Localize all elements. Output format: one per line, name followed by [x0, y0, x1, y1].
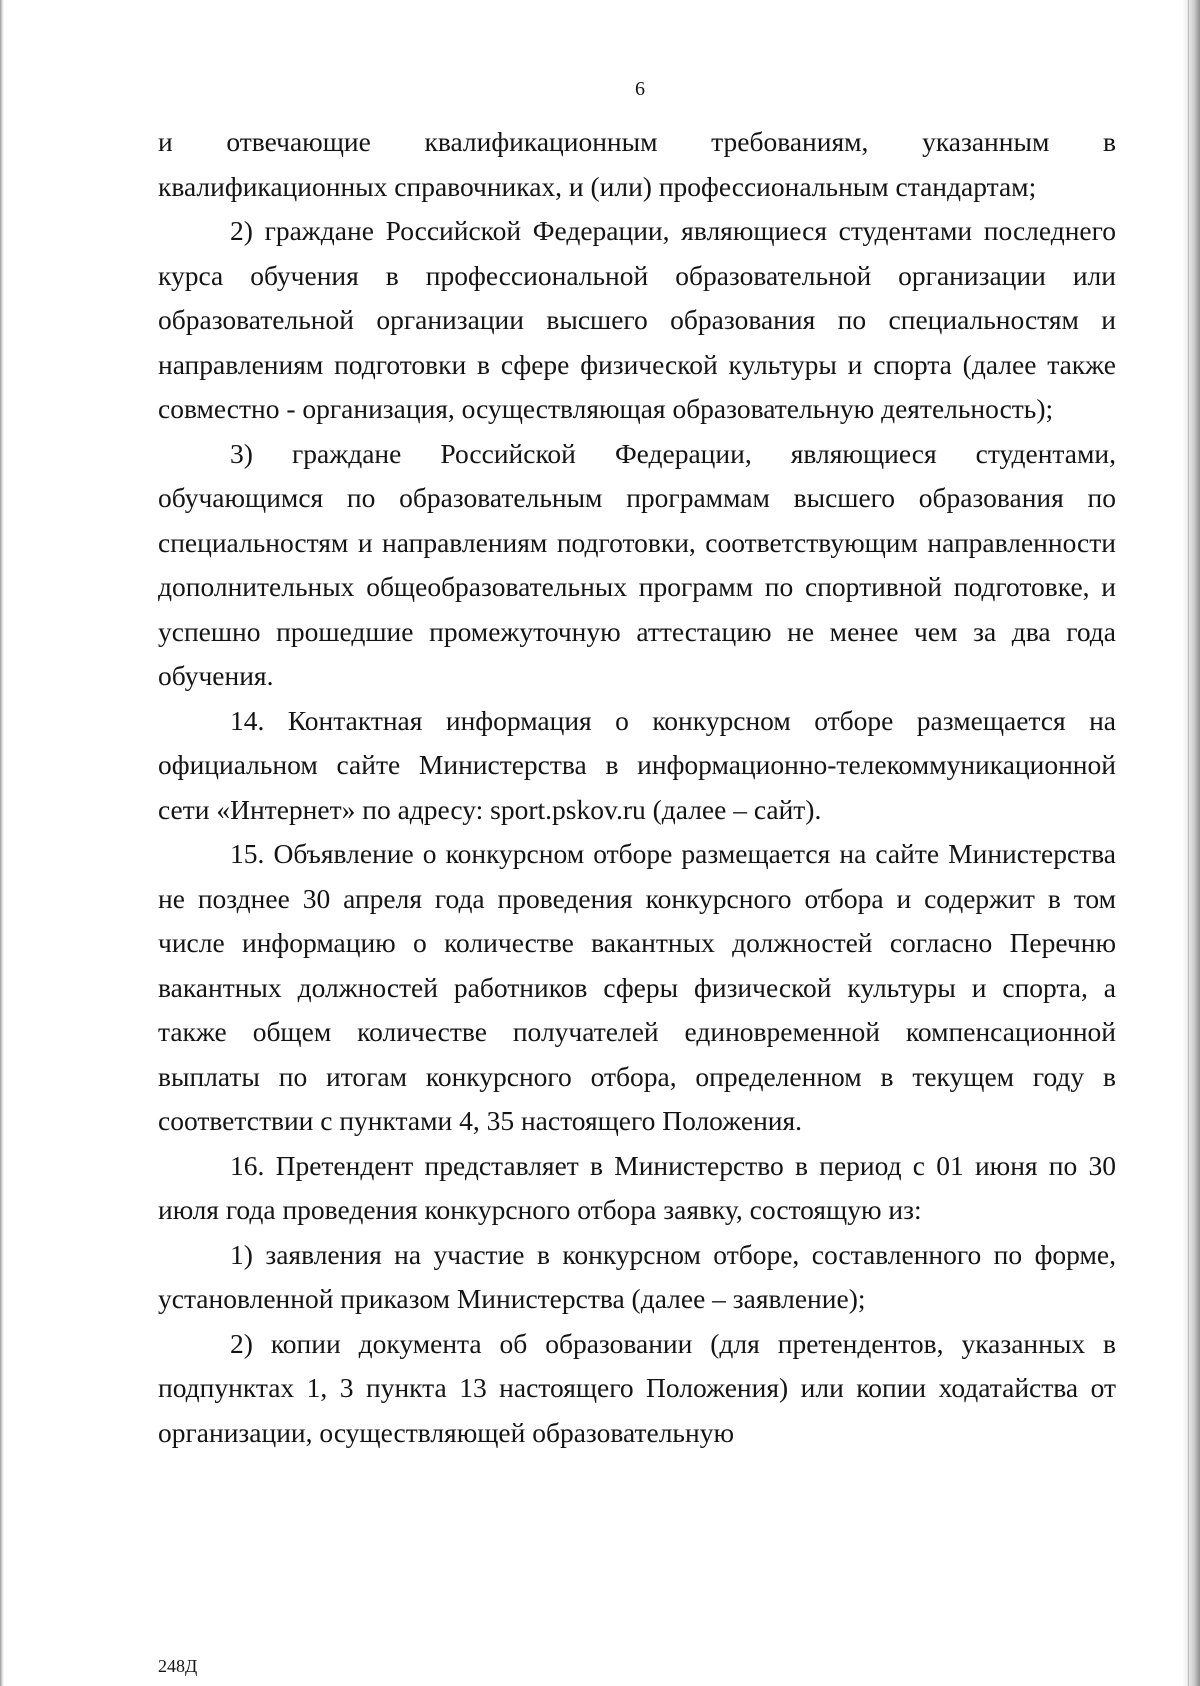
paragraph-clause-16: 16. Претендент представляет в Министерство в период с 01 июня по 30 июля года проведения конкурсного отбора заявку, состоящую из: [158, 1149, 1116, 1225]
paragraph-item-2: 2) граждане Российской Федерации, являющиеся студентами последнего курса обучения в профессиональной образовательной организации или образовательной организации высшего образования по специальностям и направлениям подготовки в сфере физической культуры и спорта (далее также совместно - организация, осуществляющая образовательную деятельность); [158, 215, 1116, 424]
page-number-text: 6 [635, 78, 645, 100]
document-code: 248Д [158, 1656, 198, 1676]
document-body [158, 120, 1116, 1455]
paragraph-item-3: 3) граждане Российской Федерации, являющиеся студентами, обучающимся по образовательным программам высшего образования по специальностям и направлениям подготовки, соответствующим направленности дополнительных общеобразовательных программ по спортивной подготовке, и успешно прошедшие промежуточную аттестацию не менее чем за два года обучения. [158, 437, 1116, 691]
scan-left-edge [0, 0, 4, 1686]
paragraph-clause-15: 15. Объявление о конкурсном отборе размещается на сайте Министерства не позднее 30 апреля года проведения конкурсного отбора и содержит в том числе информацию о количестве вакантных должностей согласно Перечню вакантных должностей работников сферы физической культуры и спорта, а также общем количестве получателей единовременной компенсационной выплаты по итогам конкурсного отбора, определенном в текущем году в соответствии с пунктами 4, 35 настоящего Положения. [158, 838, 1116, 1136]
paragraph-clause-16-item-1: 1) заявления на участие в конкурсном отборе, составленного по форме, установленной приказом Министерства (далее – заявление); [158, 1238, 1116, 1314]
page-number [0, 78, 1200, 101]
paragraph-continuation: и отвечающие квалификационным требованиям, указанным в квалификационных справочниках, и (или) профессиональным стандартам; [158, 126, 1116, 202]
paragraph-clause-14: 14. Контактная информация о конкурсном отборе размещается на официальном сайте Министерства в информационно-телекоммуникационной сети «Интернет» по адресу: sport.pskov.ru (далее – сайт). [158, 704, 1116, 825]
paragraph-clause-16-item-2: 2) копии документа об образовании (для претендентов, указанных в подпунктах 1, 3 пункта 13 настоящего Положения) или копии ходатайства от организации, осуществляющей образовательную [158, 1327, 1116, 1448]
scan-right-edge [1182, 0, 1200, 1686]
